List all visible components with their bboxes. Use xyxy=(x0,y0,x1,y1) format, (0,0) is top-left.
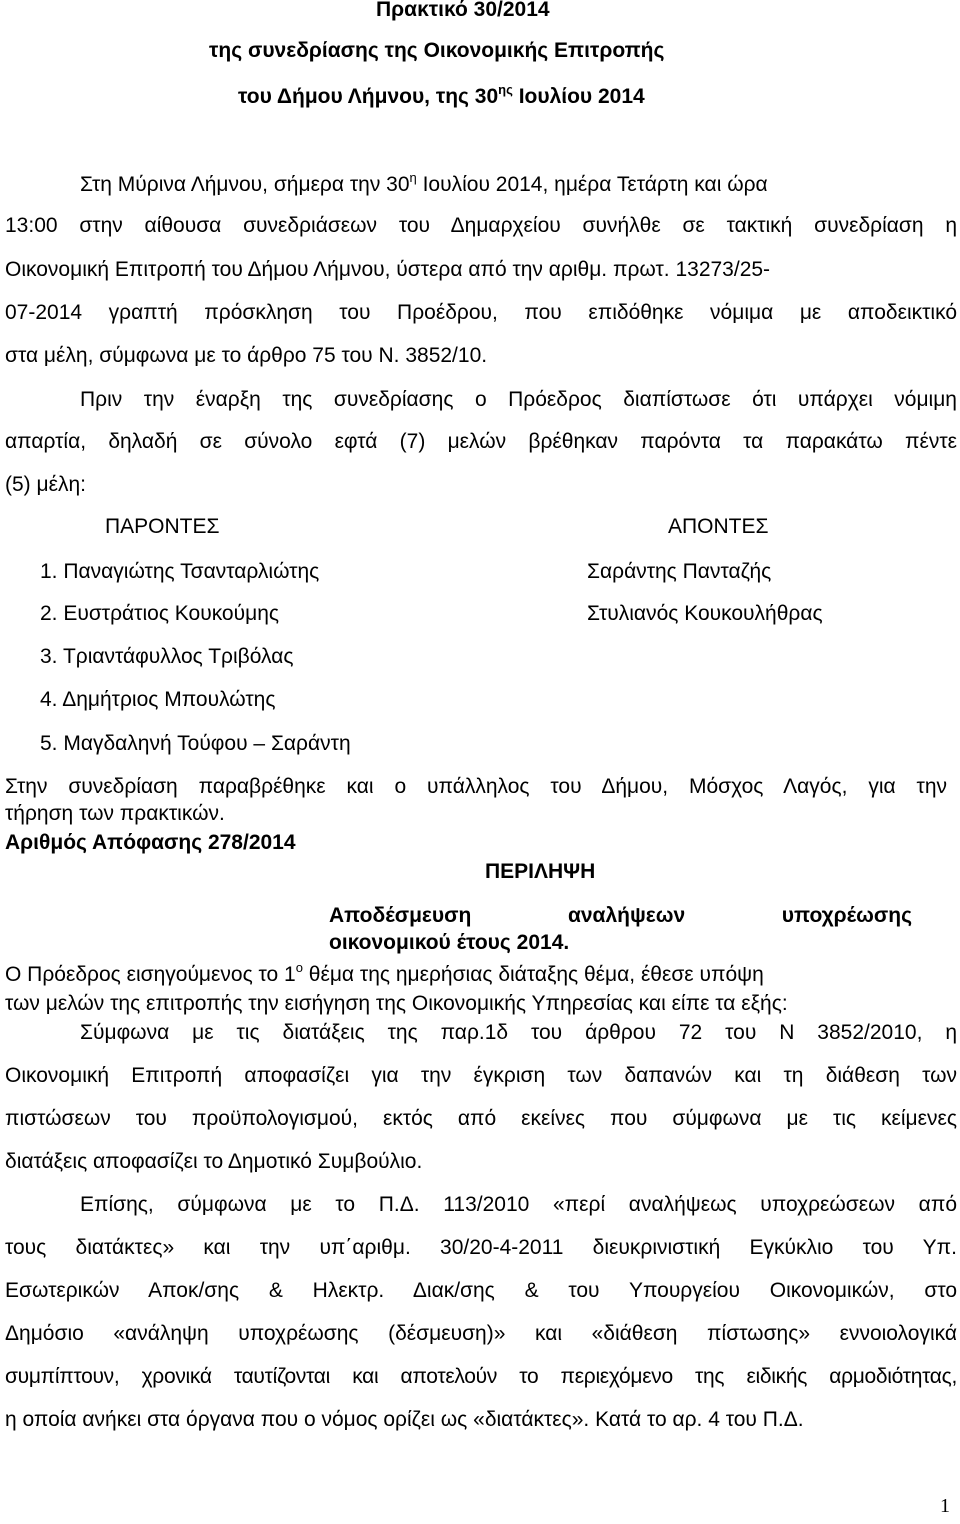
absent-heading: ΑΠΟΝΤΕΣ xyxy=(668,515,769,538)
body-p1-line-1-post: θέμα της ημερήσιας διάταξης θέμα, έθεσε υπόψη xyxy=(302,963,764,986)
intro-line-1-pre: Στη Μύρινα Λήμνου, σήμερα την 30 xyxy=(80,173,410,196)
session-date-sup: ης xyxy=(498,82,513,97)
body-p3-line-2: τους διατάκτες» και την υπ΄αριθμ. 30/20-4-2011 διευκρινιστική Εγκύκλιο του Υπ. xyxy=(5,1236,957,1259)
session-date-title xyxy=(238,82,645,109)
intro-line-1-sup: η xyxy=(409,170,417,185)
summary-heading: ΠΕΡΙΛΗΨΗ xyxy=(485,860,596,883)
subject-line-2: οικονομικού έτους 2014. xyxy=(329,931,570,954)
intro-line-7: απαρτία, δηλαδή σε σύνολο εφτά (7) μελών βρέθηκαν παρόντα τα παρακάτω πέντε xyxy=(5,430,957,453)
body-p1-line-1 xyxy=(5,960,950,987)
body-p3-line-5: συμπίπτουν, χρονικά ταυτίζονται και αποτελούν το περιεχόμενο της ειδικής αρμοδιότητας, xyxy=(5,1365,957,1388)
present-member: 1. Παναγιώτης Τσανταρλιώτης xyxy=(40,560,320,583)
session-title: της συνεδρίασης της Οικονομικής Επιτροπής xyxy=(209,39,665,62)
subject-line-1: Αποδέσμευση αναλήψεων υποχρέωσης xyxy=(329,904,912,927)
present-member: 2. Ευστράτιος Κουκούμης xyxy=(40,602,279,625)
present-member: 3. Τριαντάφυλλος Τριβόλας xyxy=(40,645,294,668)
intro-line-2: 13:00 στην αίθουσα συνεδριάσεων του Δημαρχείου συνήλθε σε τακτική συνεδρίαση η xyxy=(5,214,957,237)
body-p2-line-3: πιστώσεων του προϋπολογισμού, εκτός από εκείνες που σύμφωνα με τις κείμενες xyxy=(5,1107,957,1130)
intro-line-6: Πριν την έναρξη της συνεδρίασης ο Πρόεδρος διαπίστωσε ότι υπάρχει νόμιμη xyxy=(80,388,957,411)
absent-member: Στυλιανός Κουκουλήθρας xyxy=(587,602,823,625)
intro-line-1-post: Ιουλίου 2014, ημέρα Τετάρτη και ώρα xyxy=(416,173,768,196)
absent-member: Σαράντης Πανταζής xyxy=(587,560,772,583)
present-member: 4. Δημήτριος Μπουλώτης xyxy=(40,688,276,711)
page-number: 1 xyxy=(940,1495,950,1517)
clerk-line-1: Στην συνεδρίαση παραβρέθηκε και ο υπάλληλος του Δήμου, Μόσχος Λαγός, για την xyxy=(5,775,947,798)
body-p3-line-4: Δημόσιο «ανάληψη υποχρέωσης (δέσμευση)» και «διάθεση πίστωσης» εννοιολογικά xyxy=(5,1322,957,1345)
body-p1-line-1-pre: Ο Πρόεδρος εισηγούμενος το 1 xyxy=(5,963,296,986)
present-member: 5. Μαγδαληνή Τούφου – Σαράντη xyxy=(40,732,351,755)
body-p1-line-2: των μελών της επιτροπής την εισήγηση της Οικονομικής Υπηρεσίας και είπε τα εξής: xyxy=(5,992,788,1015)
intro-line-4: 07-2014 γραπτή πρόσκληση του Προέδρου, που επιδόθηκε νόμιμα με αποδεικτικό xyxy=(5,301,957,324)
intro-line-8: (5) μέλη: xyxy=(5,473,86,496)
body-p3-line-6: η οποία ανήκει στα όργανα που ο νόμος ορίζει ως «διατάκτες». Κατά το αρ. 4 του Π.Δ. xyxy=(5,1408,804,1431)
present-heading: ΠΑΡΟΝΤΕΣ xyxy=(105,515,220,538)
decision-number: Αριθμός Απόφασης 278/2014 xyxy=(5,831,296,854)
minutes-title: Πρακτικό 30/2014 xyxy=(376,0,550,21)
session-date-pre: του Δήμου Λήμνου, της 30 xyxy=(238,85,499,108)
body-p2-line-4: διατάξεις αποφασίζει το Δημοτικό Συμβούλιο. xyxy=(5,1150,423,1173)
body-p2-line-1: Σύμφωνα με τις διατάξεις της παρ.1δ του άρθρου 72 του Ν 3852/2010, η xyxy=(80,1021,957,1044)
body-p2-line-2: Οικονομική Επιτροπή αποφασίζει για την έγκριση των δαπανών και τη διάθεση των xyxy=(5,1064,957,1087)
body-p3-line-3: Εσωτερικών Αποκ/σης & Ηλεκτρ. Διακ/σης & του Υπουργείου Οικονομικών, στο xyxy=(5,1279,957,1302)
intro-line-1 xyxy=(80,170,768,197)
intro-line-5: στα μέλη, σύμφωνα με το άρθρο 75 του Ν. 3852/10. xyxy=(5,344,488,367)
body-p3-line-1: Επίσης, σύμφωνα με το Π.Δ. 113/2010 «περί αναλήψεως υποχρεώσεων από xyxy=(80,1193,957,1216)
clerk-line-2: τήρηση των πρακτικών. xyxy=(5,802,225,825)
body-p1-line-1-sup: ο xyxy=(295,960,303,975)
intro-line-3: Οικονομική Επιτροπή του Δήμου Λήμνου, ύστερα από την αριθμ. πρωτ. 13273/25- xyxy=(5,258,771,281)
body-p1-line-1-text xyxy=(5,960,764,987)
session-date-post: Ιουλίου 2014 xyxy=(512,85,645,108)
